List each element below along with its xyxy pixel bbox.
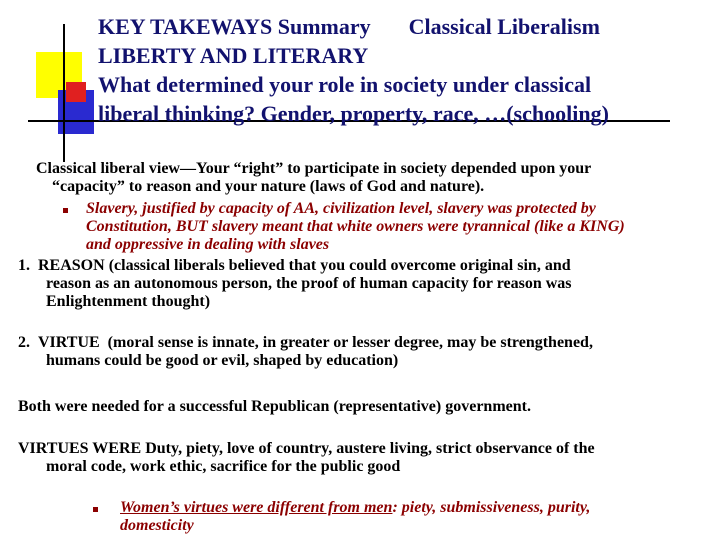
- virtue-label: VIRTUE: [38, 334, 100, 351]
- title-line-3: What determined your role in society under classical: [98, 72, 592, 97]
- virtue-line-2: humans could be good or evil, shaped by education): [46, 352, 399, 369]
- virtues-label: VIRTUES WERE: [18, 440, 142, 457]
- classical-view-line-1: Classical liberal view—Your “right” to participate in society depended upon your: [36, 160, 592, 177]
- reason-line-3: Enlightenment thought): [46, 293, 211, 310]
- women-line-1: Women’s virtues were different from men: piety, submissiveness, purity,: [120, 499, 591, 516]
- slavery-line-2: Constitution, BUT slavery meant that white owners were tyrannical (like a KING): [86, 218, 625, 235]
- title-line-2: LIBERTY AND LITERARY: [98, 43, 369, 68]
- decor-red-square: [66, 82, 86, 102]
- both-needed: Both were needed for a successful Republican (representative) government.: [18, 398, 531, 415]
- slavery-line-3: and oppressive in dealing with slaves: [86, 236, 330, 253]
- title-line-1: KEY TAKEWAYS Summary Classical Liberalism: [98, 14, 600, 39]
- reason-line-2: reason as an autonomous person, the proof of human capacity for reason was: [46, 275, 572, 292]
- virtue-line-1: 2. VIRTUE (moral sense is innate, in greater or lesser degree, may be strengthened,: [18, 334, 593, 351]
- virtues-line-2: moral code, work ethic, sacrifice for the public good: [46, 458, 401, 475]
- virtue-number: 2.: [18, 334, 30, 351]
- reason-number: 1.: [18, 257, 30, 274]
- women-line-2: domesticity: [120, 517, 194, 534]
- slavery-line-1: Slavery, justified by capacity of AA, civilization level, slavery was protected by: [86, 200, 596, 217]
- virtues-line-1: VIRTUES WERE Duty, piety, love of country, austere living, strict observance of the: [18, 440, 595, 457]
- slide-title: [98, 12, 708, 128]
- bullet-square-icon: [93, 507, 98, 512]
- decor-vertical-line: [63, 24, 65, 162]
- bullet-square-icon: [63, 208, 68, 213]
- reason-label: REASON: [38, 257, 105, 274]
- reason-line-1: 1. REASON (classical liberals believed that you could overcome original sin, and: [18, 257, 571, 274]
- title-line-4: liberal thinking? Gender, property, race, …(schooling): [98, 101, 609, 126]
- women-virtues-emphasis: Women’s virtues were different from men: [120, 499, 393, 516]
- classical-view-line-2: “capacity” to reason and your nature (laws of God and nature).: [52, 178, 485, 195]
